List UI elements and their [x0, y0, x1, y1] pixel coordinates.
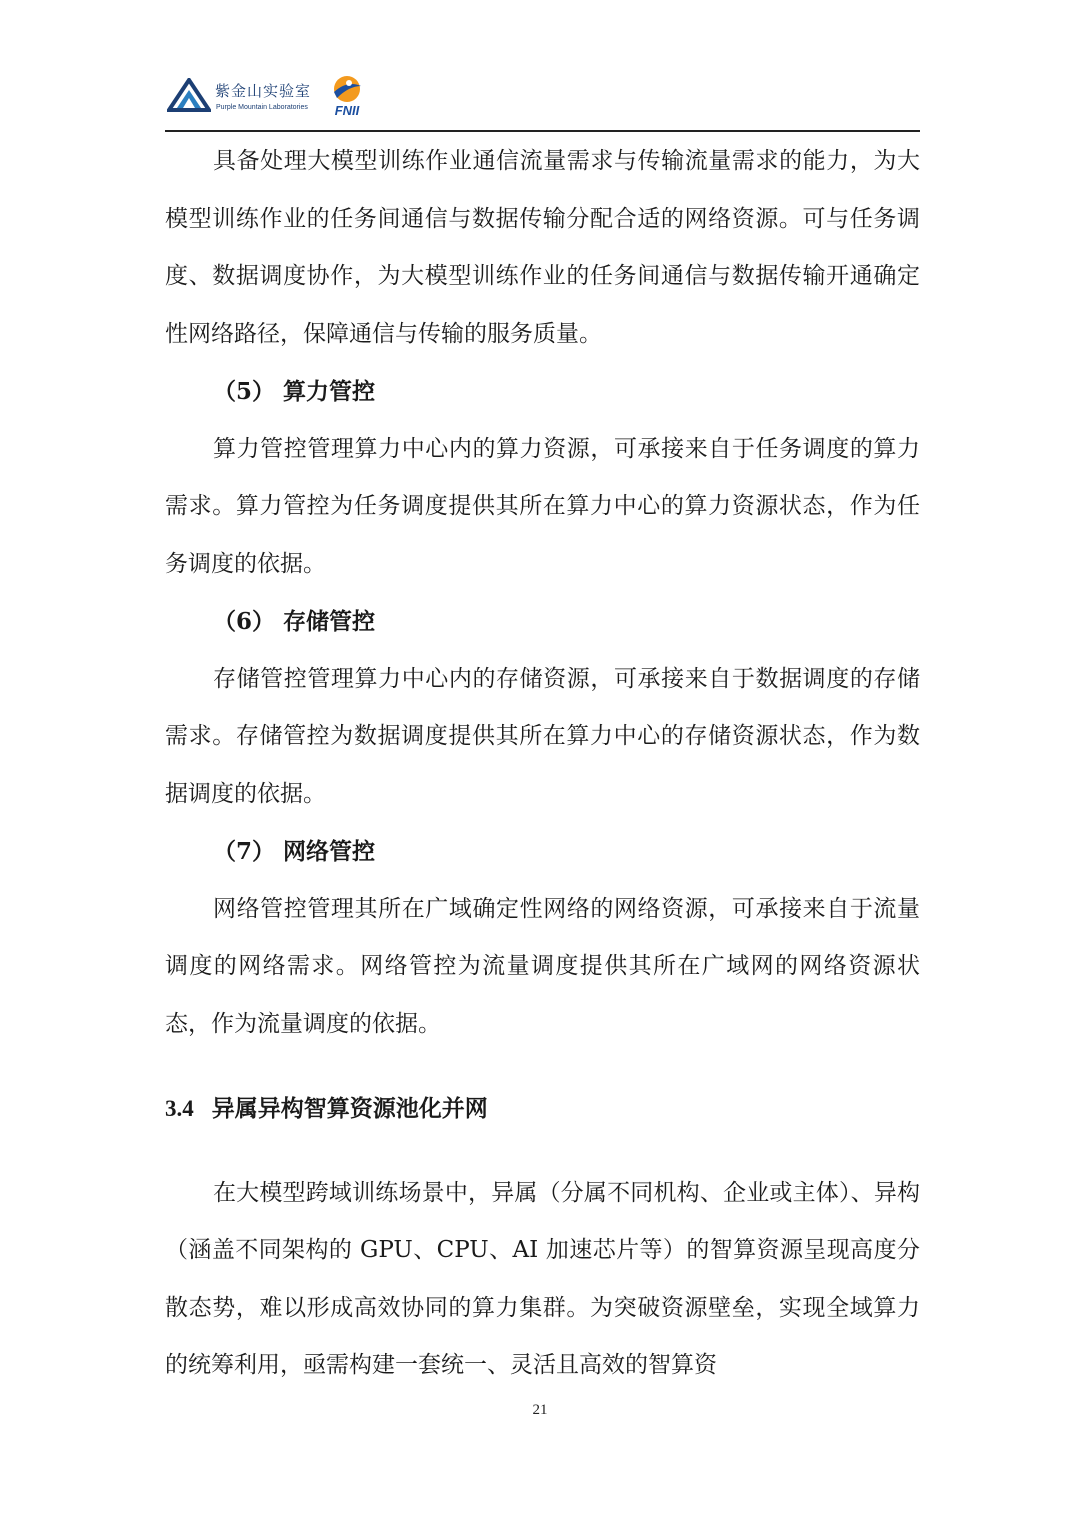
paragraph-network-control: 网络管控管理其所在广域确定性网络的网络资源，可承接来自于流量调度的网络需求。网络管控为流量调度提供其所在广域网的网络资源状态，作为流量调度的依据。 [165, 895, 920, 1037]
section-heading [165, 1080, 920, 1138]
logo-chinese-name: 紫金山实验室 [215, 82, 312, 100]
paragraph-network-scheduling: 具备处理大模型训练作业通信流量需求与传输流量需求的能力，为大模型训练作业的任务间通信与数据传输分配合适的网络资源。可与任务调度、数据调度协作，为大模型训练作业的任务间通信与数据传输开通确定性网络路径，保障通信与传输的服务质量。 [165, 148, 920, 347]
purple-mountain-logo [165, 72, 315, 118]
paragraph-storage-control: 存储管控管理算力中心内的存储资源，可承接来自于数据调度的存储需求。存储管控为数据调度提供其所在算力中心的存储资源状态，作为数据调度的依据。 [165, 665, 920, 807]
paragraph-compute-control: 算力管控管理算力中心内的算力资源，可承接来自于任务调度的算力需求。算力管控为任务调度提供其所在算力中心的算力资源状态，作为任务调度的依据。 [165, 435, 920, 577]
heading-compute-control: （5） 算力管控 [213, 378, 376, 405]
section-number: 3.4 [165, 1096, 194, 1121]
header-rule [165, 130, 920, 132]
logo-english-name: Purple Mountain Laboratories [216, 104, 308, 111]
section-title: 异属异构智算资源池化并网 [211, 1095, 488, 1122]
page-content [165, 133, 920, 1395]
fnii-emblem-icon [325, 74, 369, 104]
mountain-triangle-icon [167, 78, 211, 112]
page-number: 21 [532, 1402, 548, 1418]
heading-network-control: （7） 网络管控 [213, 838, 376, 865]
heading-storage-control: （6） 存储管控 [213, 608, 376, 635]
page-header [165, 72, 920, 134]
paragraph-heterogeneous-resources: 在大模型跨域训练场景中，异属（分属不同机构、企业或主体）、异构（涵盖不同架构的 GPU、CPU、AI 加速芯片等）的智算资源呈现高度分散态势，难以形成高效协同的算力集群。为突破资源壁垒，实现全域算力的统筹利用，亟需构建一套统一、灵活且高效的智算资 [165, 1179, 920, 1378]
fnii-wordmark: FNII [334, 103, 360, 118]
fnii-logo [325, 74, 369, 120]
